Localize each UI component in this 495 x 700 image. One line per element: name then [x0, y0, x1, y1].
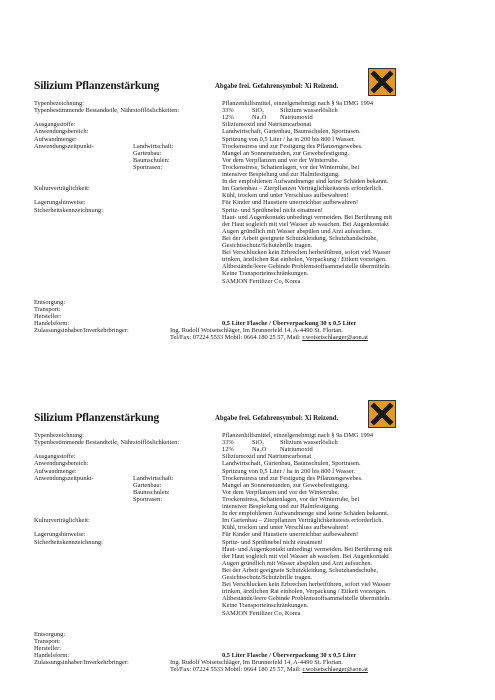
value-line: Haut- und Augenkontakt unbedingt vermeiden. Bei Berührung mit	[222, 213, 393, 221]
component-name: Silizium wasserlöslich	[280, 439, 338, 447]
value-line: Trockenstress und zur Festigung des Pflanzengewebes.	[222, 474, 363, 482]
value-line: Augen gründlich mit Wasser abspülen und Arzt aufsuchen.	[222, 227, 373, 235]
email-link[interactable]: r.woisetschlaeger@aon.at	[302, 666, 368, 674]
holder-value: Ing. Rudolf Woisetschläger, Im Brunnerfeld 14, A-4490 St. Florian.	[170, 659, 343, 667]
field-label: Typenbezeichnung:	[34, 432, 84, 439]
value-line: Im Gartenbau – Zierpflanzen Verträglichkeitstests erforderlich.	[222, 517, 384, 525]
xi-irritant-cross-icon	[368, 400, 396, 428]
field-label: Handelsform:	[34, 320, 70, 328]
sub-label: Gartenbau:	[133, 149, 162, 157]
handelsform-value: 0,5 Liter Flasche / Überverpackung 30 x 0,5 Liter	[222, 652, 357, 660]
contact-text: Tel/Fax: 07224 5533 Mobil: 0664 180 25 57, Mail:	[170, 334, 303, 342]
value-line: trinken, ärztlichen Rat einholen, Verpackung / Etikett vorzeigen.	[222, 256, 387, 264]
component-formula: Na₂O	[252, 446, 267, 454]
value-line: Landwirtschaft, Gartenbau, Baumschulen, Sportrasen.	[222, 460, 361, 468]
field-label: Aufwandmenge:	[34, 467, 77, 475]
field-label: Transport:	[34, 305, 61, 313]
field-label: Anwendungszeitpunkt-	[34, 142, 94, 150]
sub-label: Gartenbau:	[133, 481, 162, 489]
value-line: Für Kinder und Haustiere unerreichbar aufbewahren!	[222, 531, 359, 539]
component-formula: Na₂O	[252, 114, 267, 122]
field-label: Transport:	[34, 637, 61, 645]
contact-value	[170, 666, 368, 673]
value-line: Gesichtsschutz/Schutzbrille tragen.	[222, 574, 313, 581]
value-line: Altbestände/leere Gebinde Problemstoffsammelstelle übermitteln.	[222, 595, 391, 603]
field-label: Lagerungshinweise:	[34, 199, 86, 207]
xi-irritant-cross-icon	[368, 68, 396, 96]
value-line: Spritz- und Sprühnebel nicht einatmen!	[222, 538, 323, 546]
value-line: Mangel an Sonnenstunden, zur Gewebefestigung.	[222, 481, 350, 489]
sub-label: Landwirtschaft:	[133, 474, 174, 482]
value-line: In der empfohlenen Aufwandmenge sind keine Schäden bekannt.	[222, 178, 389, 186]
value-line: Vor dem Verpflanzen und vor der Winterruhe.	[222, 156, 340, 164]
value-line: Trockenstress, Schattenlagen, vor der Winterruhe, bei	[222, 163, 360, 171]
value-line: Altbestände/leere Gebinde Problemstoffsammelstelle übermitteln.	[222, 263, 391, 271]
field-label: Ausgangsstoffe:	[34, 121, 76, 129]
field-label: Anwendungszeitpunkt-	[34, 474, 94, 482]
type-value: Pflanzenhilfsmittel, einzelgenehmigt nach § 9a DMG 1994	[222, 100, 374, 107]
field-label: Zulassungsinhaber/Inverkehrbringer:	[34, 327, 129, 335]
email-link[interactable]: r.woisetschlaeger@aon.at	[302, 334, 368, 342]
value-line: Für Kinder und Haustiere unerreichbar aufbewahren!	[222, 199, 359, 207]
field-label: Entsorgung:	[34, 630, 66, 638]
component-percent: 33%	[222, 439, 234, 447]
sub-label: Baumschulen:	[133, 156, 170, 164]
component-name: Silizium wasserlöslich	[280, 107, 338, 115]
contact-text: Tel/Fax: 07224 5533 Mobil: 0664 180 25 57, Mail:	[170, 666, 303, 674]
component-name: Natriumoxid	[280, 446, 313, 454]
component-name: Natriumoxid	[280, 114, 313, 122]
value-line: SAMJON Fertilizer Co, Korea	[222, 277, 301, 285]
value-line: Keine Transporteinschränkungen.	[222, 602, 309, 610]
type-value: Pflanzenhilfsmittel, einzelgenehmigt nach § 9a DMG 1994	[222, 432, 374, 439]
value-line: Siliziumoxid und Natriumcarbonat	[222, 453, 312, 461]
value-line: In der empfohlenen Aufwandmenge sind keine Schäden bekannt.	[222, 510, 389, 518]
component-percent: 33%	[222, 107, 234, 115]
value-line: Spritz- und Sprühnebel nicht einatmen!	[222, 206, 323, 214]
value-line: Im Gartenbau – Zierpflanzen Verträglichkeitstests erforderlich.	[222, 185, 384, 193]
value-line: der Haut sogleich mit viel Wasser ab waschen. Bei Augenkontakt	[222, 220, 389, 228]
document-title: Silizium Pflanzenstärkung	[34, 412, 160, 424]
value-line: Landwirtschaft, Gartenbau, Baumschulen, Sportrasen.	[222, 128, 361, 136]
value-line: intensiver Bespielung und zur Halmfestigung.	[222, 171, 340, 178]
value-line: Bei der Arbeit geeignete Schutzkleidung, Schutzhandschuhe,	[222, 234, 378, 242]
sub-label: Landwirtschaft:	[133, 142, 174, 150]
hazard-notice: Abgabe frei. Gefahrensymbol: Xi Reizend.	[215, 83, 339, 90]
value-line: Mangel an Sonnenstunden, zur Gewebefestigung.	[222, 149, 350, 157]
field-label: Zulassungsinhaber/Inverkehrbringer:	[34, 659, 129, 667]
document-title: Silizium Pflanzenstärkung	[34, 80, 160, 92]
field-label: Lagerungshinweise:	[34, 531, 86, 539]
field-label: Ausgangsstoffe:	[34, 453, 76, 461]
component-formula: SiO₂	[252, 107, 265, 115]
value-line: SAMJON Fertilizer Co, Korea	[222, 609, 301, 617]
field-label: Sicherheitskennzeichnung:	[34, 206, 103, 214]
value-line: Spritzung von 0,5 Liter / ha in 200 bis 800 l Wasser.	[222, 467, 356, 475]
field-label: Entsorgung:	[34, 298, 66, 306]
value-line: Kühl, trocken und unter Verschluss aufbewahren!	[222, 524, 349, 532]
value-line: Kühl, trocken und unter Verschluss aufbewahren!	[222, 192, 349, 200]
value-line: Siliziumoxid und Natriumcarbonat	[222, 121, 312, 129]
field-label: Typenbestimmende Bestandteile, Nährstofflöslichkeiten:	[34, 439, 180, 447]
field-label: Kulturverträglichkeit:	[34, 185, 90, 193]
value-line: Trockenstress, Schattenlagen, vor der Winterruhe, bei	[222, 495, 360, 503]
value-line: Gesichtsschutz/Schutzbrille tragen.	[222, 242, 313, 249]
component-percent: 12%	[222, 114, 234, 122]
sub-label: Baumschulen:	[133, 488, 170, 496]
field-label: Anwendungsbereich:	[34, 128, 89, 136]
value-line: Vor dem Verpflanzen und vor der Winterruhe.	[222, 488, 340, 496]
field-label: Sicherheitskennzeichnung:	[34, 538, 103, 546]
field-label: Anwendungsbereich:	[34, 460, 89, 468]
value-line: Bei der Arbeit geeignete Schutzkleidung, Schutzhandschuhe,	[222, 566, 378, 574]
field-label: Hersteller:	[34, 313, 61, 320]
sub-label: Sportrasen:	[133, 495, 163, 503]
field-label: Kulturverträglichkeit:	[34, 517, 90, 525]
field-label: Handelsform:	[34, 652, 70, 660]
field-label: Typenbestimmende Bestandteile, Nährstofflöslichkeiten:	[34, 107, 180, 115]
value-line: Augen gründlich mit Wasser abspülen und Arzt aufsuchen.	[222, 559, 373, 567]
handelsform-value: 0,5 Liter Flasche / Überverpackung 30 x 0,5 Liter	[222, 320, 357, 328]
value-line: trinken, ärztlichen Rat einholen, Verpackung / Etikett vorzeigen.	[222, 588, 387, 596]
value-line: Bei Verschlucken kein Erbrechen herbeiführen, sofort viel Wasser	[222, 581, 391, 589]
value-line: intensiver Bespielung und zur Halmfestigung.	[222, 503, 340, 510]
component-formula: SiO₂	[252, 439, 265, 447]
field-label: Typenbezeichnung:	[34, 100, 84, 107]
component-percent: 12%	[222, 446, 234, 454]
value-line: Spritzung von 0,5 Liter / ha in 200 bis 800 l Wasser.	[222, 135, 356, 143]
field-label: Hersteller:	[34, 645, 61, 652]
value-line: der Haut sogleich mit viel Wasser ab waschen. Bei Augenkontakt	[222, 552, 389, 560]
field-label: Aufwandmenge:	[34, 135, 77, 143]
hazard-notice: Abgabe frei. Gefahrensymbol: Xi Reizend.	[215, 415, 339, 422]
value-line: Keine Transporteinschränkungen.	[222, 270, 309, 278]
value-line: Haut- und Augenkontakt unbedingt vermeiden. Bei Berührung mit	[222, 545, 393, 553]
holder-value: Ing. Rudolf Woisetschläger, Im Brunnerfeld 14, A-4490 St. Florian.	[170, 327, 343, 335]
sub-label: Sportrasen:	[133, 163, 163, 171]
value-line: Bei Verschlucken kein Erbrechen herbeiführen, sofort viel Wasser	[222, 249, 391, 257]
contact-value	[170, 334, 368, 341]
value-line: Trockenstress und zur Festigung des Pflanzengewebes.	[222, 142, 363, 150]
